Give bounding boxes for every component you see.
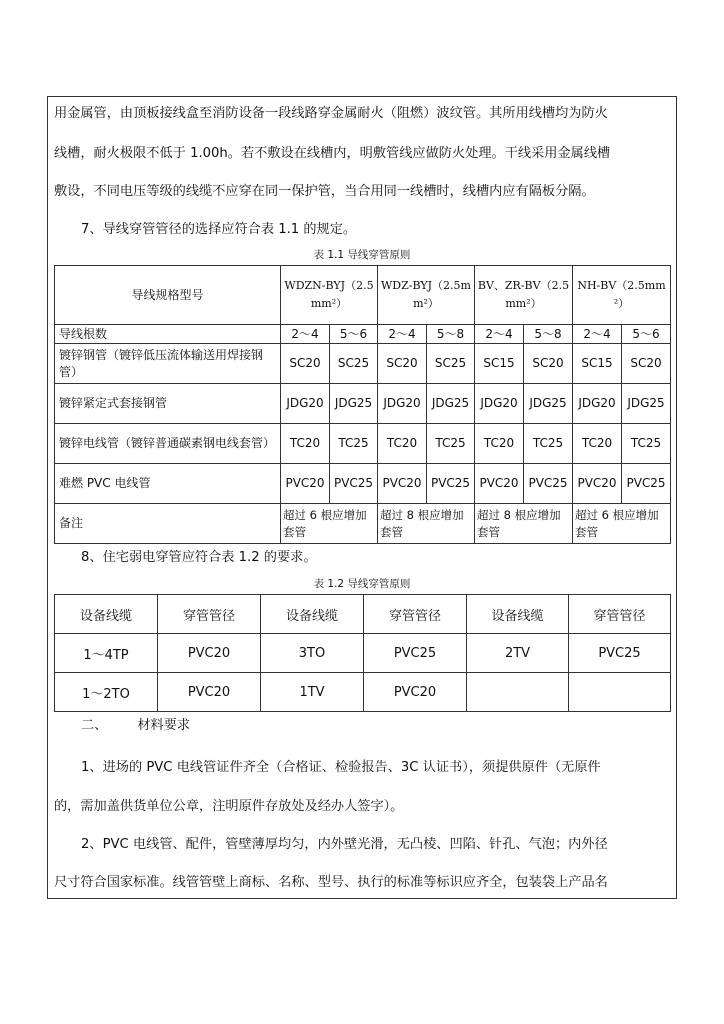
table-cell: SC25 (427, 344, 475, 384)
intro-line-3: 敷设，不同电压等级的线缆不应穿在同一保护管，当合用同一线槽时，线槽内应有隔板分隔。 (54, 184, 595, 199)
row-label: 难燃 PVC 电线管 (55, 464, 281, 504)
table-1-corner-header: 导线规格型号 (55, 266, 281, 325)
table-header: 穿管管径 (158, 595, 261, 634)
weak-current-conduit-table (54, 594, 671, 712)
table-cell: JDG20 (573, 384, 622, 424)
intro-line-1: 用金属管，由顶板接线盒至消防设备一段线路穿金属耐火（阻燃）波纹管。其所用线槽均为防火 (54, 106, 608, 121)
intro-line-2: 线槽，耐火极限不低于 1.00h。若不敷设在线槽内，明敷管线应做防火处理。干线采用金属线槽 (54, 146, 611, 161)
note-cell: 超过 8 根应增加套管 (378, 504, 475, 544)
row-label: 镀锌钢管（镀锌低压流体输送用焊接钢管） (55, 344, 281, 384)
table-row (55, 384, 671, 424)
header-wdz-byj: WDZ-BYJ（2.5mm²） (378, 266, 475, 325)
table-cell: PVC20 (281, 464, 330, 504)
table-cell: JDG20 (378, 384, 427, 424)
count-cell: 2～4 (281, 325, 330, 344)
table-cell: 1～4TP (55, 634, 158, 673)
table-cell: JDG25 (427, 384, 475, 424)
table-cell: PVC20 (378, 464, 427, 504)
table-header: 设备线缆 (55, 595, 158, 634)
count-cell: 2～4 (475, 325, 524, 344)
table-cell: 3TO (261, 634, 364, 673)
table-cell: JDG25 (330, 384, 378, 424)
table-cell: TC25 (524, 424, 573, 464)
note-cell: 超过 6 根应增加套管 (281, 504, 378, 544)
table-cell: 1TV (261, 673, 364, 712)
header-bv-zr-bv: BV、ZR-BV（2.5mm²） (475, 266, 573, 325)
requirement-2-line-2: 尺寸符合国家标准。线管管壁上商标、名称、型号、执行的标准等标识应齐全，包装袋上产品名 (54, 875, 608, 890)
table-cell: SC20 (622, 344, 671, 384)
requirement-2-line-1: 2、PVC 电线管、配件，管壁薄厚均匀，内外壁光滑，无凸棱、凹陷、针孔、气泡；内外径 (81, 837, 608, 852)
requirement-1-line-1: 1、进场的 PVC 电线管证件齐全（合格证、检验报告、3C 认证书），须提供原件（无原件 (81, 760, 601, 775)
table-cell: SC20 (281, 344, 330, 384)
count-cell: 5～6 (330, 325, 378, 344)
table-cell: SC20 (524, 344, 573, 384)
table-cell: TC20 (475, 424, 524, 464)
count-cell: 2～4 (378, 325, 427, 344)
table-cell: TC25 (427, 424, 475, 464)
table-cell: TC25 (622, 424, 671, 464)
table-cell: PVC20 (158, 634, 261, 673)
count-cell: 5～8 (427, 325, 475, 344)
table-cell: 2TV (467, 634, 569, 673)
row-label: 镀锌电线管（镀锌普通碳素钢电线套管） (55, 424, 281, 464)
table-row (55, 634, 671, 673)
note-cell: 超过 8 根应增加套管 (475, 504, 573, 544)
table-2-caption: 表 1.2 导线穿管原则 (313, 578, 411, 590)
table-header: 穿管管径 (569, 595, 671, 634)
table-cell: TC25 (330, 424, 378, 464)
table-cell: PVC25 (427, 464, 475, 504)
item-7: 7、导线穿管管径的选择应符合表 1.1 的规定。 (81, 222, 357, 237)
requirement-1-line-2: 的，需加盖供货单位公章，注明原件存放处及经办人签字）。 (54, 799, 404, 814)
table-row (55, 424, 671, 464)
table-cell: TC20 (378, 424, 427, 464)
table-cell: PVC20 (364, 673, 467, 712)
table-cell: PVC25 (569, 634, 671, 673)
table-cell: TC20 (573, 424, 622, 464)
wire-conduit-table (54, 265, 671, 544)
table-row (55, 673, 671, 712)
table-cell: SC20 (378, 344, 427, 384)
table-cell: PVC20 (573, 464, 622, 504)
table-cell: PVC25 (524, 464, 573, 504)
table-cell: SC15 (475, 344, 524, 384)
table-header: 设备线缆 (467, 595, 569, 634)
table-cell: JDG20 (475, 384, 524, 424)
item-8: 8、住宅弱电穿管应符合表 1.2 的要求。 (81, 550, 317, 565)
table-cell: JDG25 (524, 384, 573, 424)
section-title: 材料要求 (137, 718, 191, 733)
table-cell: PVC25 (622, 464, 671, 504)
note-label: 备注 (55, 504, 281, 544)
table-cell: JDG20 (281, 384, 330, 424)
table-cell: TC20 (281, 424, 330, 464)
table-row (55, 344, 671, 384)
table-cell: PVC20 (158, 673, 261, 712)
table-cell: JDG25 (622, 384, 671, 424)
section-number: 二、 (81, 718, 108, 733)
header-nh-bv: NH-BV（2.5mm²） (573, 266, 671, 325)
table-cell: SC25 (330, 344, 378, 384)
table-cell: SC15 (573, 344, 622, 384)
table-row (55, 504, 671, 544)
count-label: 导线根数 (55, 325, 281, 344)
table-row (55, 464, 671, 504)
header-wdzn-byj: WDZN-BYJ（2.5mm²） (281, 266, 378, 325)
count-cell: 5～6 (622, 325, 671, 344)
table-1-caption: 表 1.1 导线穿管原则 (313, 249, 411, 261)
count-cell: 2～4 (573, 325, 622, 344)
table-header: 穿管管径 (364, 595, 467, 634)
table-cell: PVC25 (364, 634, 467, 673)
section-2-heading (81, 716, 696, 736)
table-cell: PVC25 (330, 464, 378, 504)
table-cell: 1～2TO (55, 673, 158, 712)
table-cell (569, 673, 671, 712)
note-cell: 超过 6 根应增加套管 (573, 504, 671, 544)
table-header: 设备线缆 (261, 595, 364, 634)
table-cell (467, 673, 569, 712)
count-cell: 5～8 (524, 325, 573, 344)
table-cell: PVC20 (475, 464, 524, 504)
row-label: 镀锌紧定式套接钢管 (55, 384, 281, 424)
